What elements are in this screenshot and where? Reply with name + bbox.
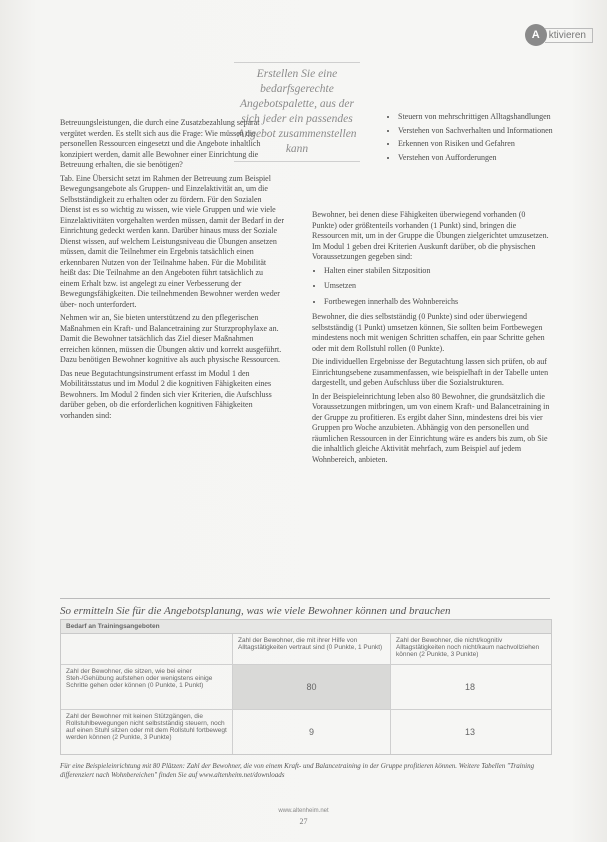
table-row <box>61 710 551 754</box>
page-number: 27 <box>299 817 308 826</box>
table-cell-value: 18 <box>464 682 475 692</box>
list-item: • Halten einer stabilen Sitzposition <box>324 266 552 277</box>
table-title: So ermitteln Sie für die Angebotsplanung, was wie viele Bewohner können und brauchen <box>60 598 550 617</box>
paragraph: Die individuellen Ergebnisse der Begutachtung lassen sich prüfen, ob auf Einrichtungsebene zusammenfassen, wie beispielhaft in der Tabelle unten dargestellt, und geben Aufschluss über die Sozialstrukturen. <box>312 357 549 387</box>
pull-quote: Erstellen Sie eine bedarfsgerechte Angebotspalette, aus der sich jeder ein passendes Angebot zusammenstellen kann <box>234 62 360 162</box>
paragraph: In der Beispieleinrichtung leben also 80 Bewohner, die grundsätzlich die Voraussetzungen mitbringen, um von einem Kraft- und Balancetraining in der Gruppe zu profitieren. Es ergibt daher Sinn, mindestens drei bis vier Gruppen pro Woche anzubieten. Abhängig von den personellen und räumlichen Ressourcen in der Einrichtung wäre es anders bis zum, ob Sie die inhaltlich gleiche Aktivität mehrfach, zum Beispiel auf jedem Wohnbereich, anbieten. <box>312 391 550 464</box>
table-header-cell: Zahl der Bewohner, die nicht/kognitiv Alltagstätigkeiten noch nicht/kaum nachvollziehen können (2 Punkte, 3 Punkte) <box>396 637 540 658</box>
table-caption: Bedarf an Trainingsangeboten <box>61 620 551 634</box>
table-header-cell <box>61 634 233 664</box>
list-item: • Fortbewegen innerhalb des Wohnbereichs <box>324 297 552 308</box>
list-item: • Verstehen von Sachverhalten und Informationen <box>398 126 556 137</box>
list-item: • Umsetzen <box>324 281 552 292</box>
section-tag-label: ktivieren <box>545 28 593 43</box>
paragraph: Das neue Begutachtungsinstrument erfasst im Modul 1 den Mobilitätsstatus und im Modul 2 die kognitiven Fähigkeiten eines Bewohners. Im Modul 2 finden sich vier Kriterien, die Aufschluss darüber geben, ob die erforderlichen kognitiven Fähigkeiten vorhanden sind: <box>60 368 272 420</box>
list-item: • Erkennen von Risiken und Gefahren <box>398 139 556 150</box>
section-tag <box>525 24 593 46</box>
list-item: • Verstehen von Aufforderungen <box>398 153 556 164</box>
physical-criteria-list <box>312 266 552 308</box>
paragraph: Betreuungsleistungen, die durch eine Zusatzbezahlung separat vergütet werden. Es stellt sich aus die Frage: Wie müssen die personellen Ressourcen eingesetzt und die Angebote inhaltlich konzipiert werden, damit alle Bewohner einer Einrichtung die Betreuung erhalten, die sie benötigen? <box>60 118 261 169</box>
table-row <box>61 665 551 710</box>
table-cell-value: 80 <box>233 665 391 709</box>
paragraph: Bewohner, bei denen diese Fähigkeiten überwiegend vorhanden (0 Punkte) oder größtenteils vorhanden (1 Punkt) sind, bringen die Ressourcen mit, um in der Gruppe die Übungen zielgerichtet umzusetzen. Im Modul 1 geben drei Kriterien Auskunft darüber, ob die physischen Voraussetzungen gegeben sind: <box>312 210 549 261</box>
paragraph: Tab. Eine Übersicht setzt im Rahmen der Betreuung zum Beispiel Bewegungsangebote als Gruppen- und Einzelaktivität an, um die Selbstständigkeit zu erhalten oder zu fördern. Für den Sozialen Dienst ist es so wichtig zu wissen, wie viele Gruppen und wie viele Einzelaktivitäten vorgehalten werden müssen, damit der Bedarf in der Einrichtung gedeckt werden kann. Darüber hinaus muss der Soziale Dienst wissen, auf welchem Leistungsniveau die Übungen ansetzen müssen, damit die Teilnehmer ein Ergebnis tatsächlich einen erkennbaren Nutzen von der Teilnahme haben. Für die Mobilität heißt das: Die Teilnahme an den Angeboten führt tatsächlich zu einem Erhalt bzw. ist angelegt zu einer Verbesserung der Bewegungsfähigkeiten. Die teilnehmenden Bewohner werden weder über- noch unterfordert. <box>60 173 284 309</box>
table-footnote: Für eine Beispieleinrichtung mit 80 Plätzen: Zahl der Bewohner, die von einem Kraft- und Balancetraining in der Gruppe profitieren können. Weitere Tabellen "Training differenziert nach Wohnbereichen" finden Sie auf www.altenheim.net/downloads <box>60 762 535 779</box>
left-column <box>60 118 284 424</box>
list-item: • Steuern von mehrschrittigen Alltagshandlungen <box>398 112 556 123</box>
table-row-label: Zahl der Bewohner mit keinen Stützgängen, die Rollstuhlbewegungen nicht selbstständig steuern, noch auf einen Stuhl sitzen oder mit dem Rollstuhl fortbewegt werden können (2 Punkte, 3 Punkte) <box>61 710 233 754</box>
table-header-cell: Zahl der Bewohner, die mit ihrer Hilfe von Alltagstätigkeiten vertraut sind (0 Punkte, 1 Punkt) <box>233 634 391 664</box>
paragraph: Nehmen wir an, Sie bieten unterstützend zu den pflegerischen Maßnahmen ein Kraft- und Balancetraining zur Sturzprophylaxe an. Damit die Bewohner tatsächlich das Ziel dieser Maßnahmen erreichen können, müssen die Übungen aktiv und korrekt ausgeführt. Dazu benötigen Bewohner kognitive als auch physische Ressourcen. <box>60 313 282 364</box>
table-cell-value: 9 <box>233 710 391 754</box>
right-column <box>312 210 552 468</box>
footer-url: www.altenheim.net <box>278 808 329 814</box>
table-header-row <box>61 634 551 665</box>
table-cell-value: 13 <box>464 727 475 737</box>
table-row-label: Zahl der Bewohner, die sitzen, wie bei einer Steh-/Gehübung aufstehen oder wenigstens einige Schritte gehen oder können (0 Punkte, 1 Punkt) <box>61 665 233 709</box>
section-tag-icon: A <box>525 24 547 46</box>
cognitive-criteria-list <box>386 112 556 166</box>
demand-table <box>60 619 552 755</box>
paragraph: Bewohner, die dies selbstständig (0 Punkte) sind oder überwiegend selbstständig (1 Punkt) umsetzen können, Sie sollten beim Fortbewegen mindestens noch mit wenigen Schritten schaffen, ein paar Schritte gehen oder mit dem Rollstuhl rollen (0 Punkte). <box>312 312 545 353</box>
